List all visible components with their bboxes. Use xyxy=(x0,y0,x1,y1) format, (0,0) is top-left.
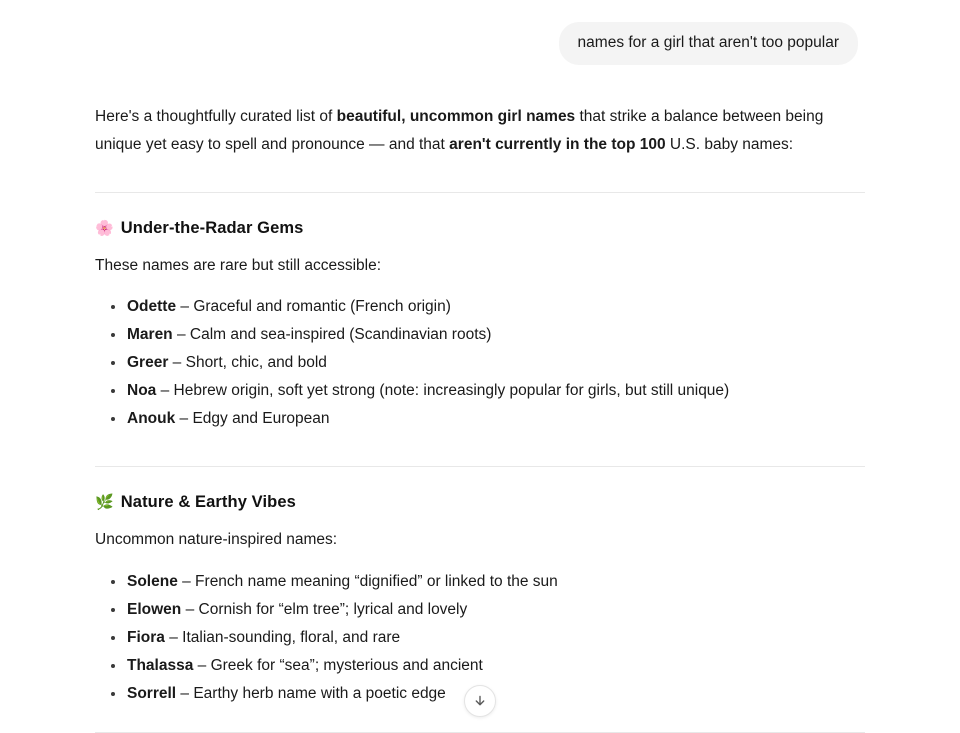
section-subtitle: Uncommon nature-inspired names: xyxy=(95,531,338,549)
list-item xyxy=(95,377,865,405)
name-description: – Edgy and European xyxy=(175,410,330,428)
name-label: Thalassa xyxy=(127,656,194,674)
section-heading xyxy=(95,219,865,238)
name-label: Maren xyxy=(127,326,173,344)
name-list xyxy=(95,293,865,433)
name-label: Odette xyxy=(127,298,177,316)
name-label: Noa xyxy=(127,382,157,400)
user-message-row xyxy=(0,0,960,65)
list-item xyxy=(95,652,865,680)
list-item xyxy=(95,405,865,433)
section-heading xyxy=(95,493,865,512)
name-description: – Earthy herb name with a poetic edge xyxy=(176,684,446,702)
list-item xyxy=(95,596,865,624)
intro-bold-2: aren't currently in the top 100 xyxy=(449,135,666,153)
section-under-the-radar-gems xyxy=(95,219,865,434)
name-description: – Greek for “sea”; mysterious and ancient xyxy=(193,656,483,674)
name-label: Greer xyxy=(127,354,169,372)
name-label: Fiora xyxy=(127,628,165,646)
list-item xyxy=(95,321,865,349)
name-description: – Calm and sea-inspired (Scandinavian roots) xyxy=(172,326,492,344)
section-title: Under-the-Radar Gems xyxy=(120,218,304,237)
section-nature-earthy-vibes xyxy=(95,493,865,708)
name-label: Elowen xyxy=(127,600,182,618)
intro-paragraph xyxy=(95,103,865,159)
list-item xyxy=(95,293,865,321)
section-title: Nature & Earthy Vibes xyxy=(120,493,296,512)
name-description: – Graceful and romantic (French origin) xyxy=(176,298,451,316)
name-description: – Hebrew origin, soft yet strong (note: increasingly popular for girls, but still unique) xyxy=(156,382,730,400)
section-divider xyxy=(95,192,865,193)
scroll-to-bottom-button[interactable] xyxy=(464,685,496,717)
cherry-blossom-icon: 🌸 xyxy=(95,219,114,237)
intro-text-3: U.S. baby names: xyxy=(665,135,794,153)
user-message-bubble: names for a girl that aren't too popular xyxy=(559,22,858,65)
list-item xyxy=(95,624,865,652)
assistant-response xyxy=(0,103,960,733)
intro-text-2: that strike a balance between being unique yet easy to spell and pronounce — and that xyxy=(95,107,824,153)
section-subtitle: These names are rare but still accessible: xyxy=(95,256,382,274)
intro-bold-1: beautiful, uncommon girl names xyxy=(336,107,576,125)
name-description: – Italian-sounding, floral, and rare xyxy=(164,628,401,646)
name-label: Solene xyxy=(127,572,178,590)
name-label: Anouk xyxy=(127,410,176,428)
name-description: – Cornish for “elm tree”; lyrical and lovely xyxy=(181,600,468,618)
name-label: Sorrell xyxy=(127,684,177,702)
list-item xyxy=(95,568,865,596)
list-item xyxy=(95,349,865,377)
name-description: – French name meaning “dignified” or linked to the sun xyxy=(177,572,558,590)
name-description: – Short, chic, and bold xyxy=(168,354,327,372)
chevron-down-icon xyxy=(473,694,487,708)
herb-icon: 🌿 xyxy=(95,494,114,512)
section-divider xyxy=(95,466,865,467)
intro-text-1: Here's a thoughtfully curated list of xyxy=(95,107,337,125)
